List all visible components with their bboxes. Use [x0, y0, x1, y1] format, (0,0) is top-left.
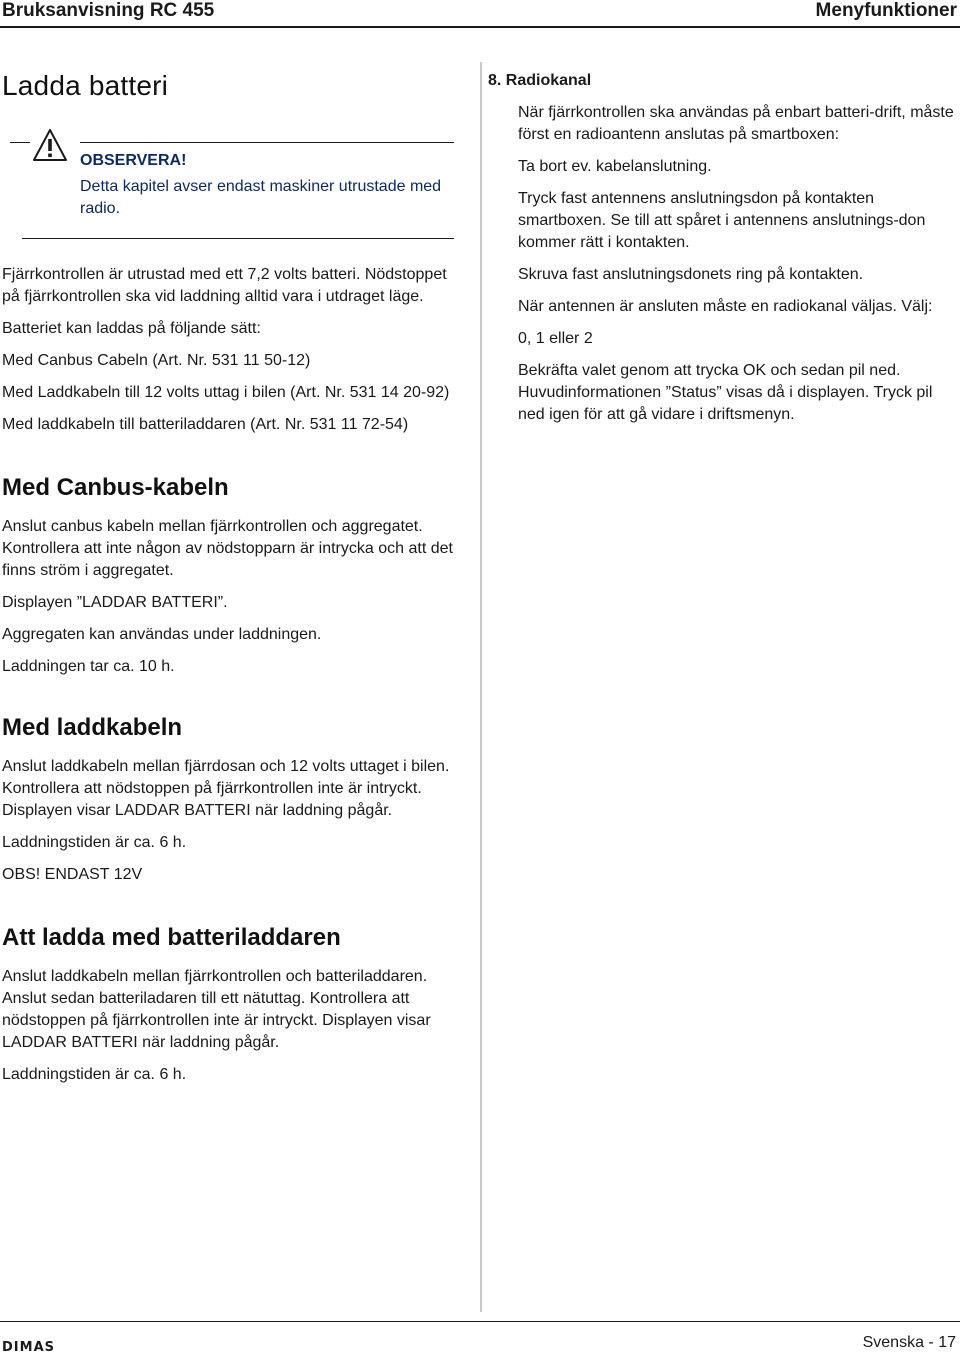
manual-title: Bruksanvisning RC 455	[2, 0, 215, 21]
page-header	[0, 0, 960, 24]
warning-note	[2, 128, 468, 264]
warning-triangle-icon	[32, 128, 68, 162]
intro-text: Fjärrkontrollen är utrustad med ett 7,2 volts batteri. Nödstoppet på fjärrkontrollen ska vid laddning alltid vara i utdraget läge.	[2, 266, 447, 305]
charger-text-2: Laddningstiden är ca. 6 h.	[2, 1066, 187, 1083]
canbus-text-4: Laddningen tar ca. 10 h.	[2, 658, 175, 675]
canbus-text-2: Displayen ”LADDAR BATTERI”.	[2, 594, 228, 611]
note-rule-bottom	[22, 238, 454, 239]
column-divider	[480, 62, 482, 1312]
laddkabel-text-1: Anslut laddkabeln mellan fjärrdosan och 12 volts uttaget i bilen. Kontrollera att nödstoppen på fjärrkontrollen inte är intryckt. Displayen visar LADDAR BATTERI när laddning pågår.	[2, 758, 450, 819]
charger-text-1: Anslut laddkabeln mellan fjärrkontrollen och batteriladdaren. Anslut sedan batteriladaren till ett nätuttag. Kontrollera att nödstoppen på fjärrkontrollen inte är intryckt. Displayen visar LADDAR BATTERI när laddning pågår.	[2, 968, 431, 1051]
page-heading: Ladda batteri	[2, 70, 169, 101]
note-text: Detta kapitel avser endast maskiner utrustade med radio.	[80, 178, 442, 217]
right-column	[488, 72, 954, 426]
radio-channel-heading: 8. Radiokanal	[488, 72, 592, 89]
note-rule-top	[80, 142, 454, 143]
page-number: Svenska - 17	[862, 1334, 956, 1351]
radio-text-2: Ta bort ev. kabelanslutning.	[518, 158, 712, 175]
option-car-cable: Med Laddkabeln till 12 volts uttag i bilen (Art. Nr. 531 14 20-92)	[2, 384, 450, 401]
radio-text-3: Tryck fast antennens anslutningsdon på kontakten smartboxen. Se till att spåret i antennens anslutnings-don kommer rätt i kontakten.	[518, 190, 926, 251]
option-charger-cable: Med laddkabeln till batteriladdaren (Art. Nr. 531 11 72-54)	[2, 416, 409, 433]
left-column	[2, 70, 468, 1086]
footer-divider	[0, 1321, 960, 1322]
section-charger-heading: Att ladda med batteriladdaren	[2, 924, 341, 951]
canbus-text-1: Anslut canbus kabeln mellan fjärrkontrollen och aggregatet. Kontrollera att inte någon av nödstopparn är intrycka och att det finns ström i aggregatet.	[2, 518, 453, 579]
canbus-text-3: Aggregaten kan användas under laddningen.	[2, 626, 322, 643]
laddkabel-text-3: OBS! ENDAST 12V	[2, 866, 143, 883]
radio-text-4: Skruva fast anslutningsdonets ring på kontakten.	[518, 266, 864, 283]
section-laddkabel-heading: Med laddkabeln	[2, 714, 183, 741]
charge-ways-text: Batteriet kan laddas på följande sätt:	[2, 320, 261, 337]
note-rule-left	[10, 142, 30, 143]
section-title: Menyfunktioner	[815, 0, 957, 21]
radio-channel-options: 0, 1 eller 2	[518, 330, 593, 347]
radio-text-1: När fjärrkontrollen ska användas på enbart batteri-drift, måste först en radioantenn anslutas på smartboxen:	[518, 104, 954, 143]
laddkabel-text-2: Laddningstiden är ca. 6 h.	[2, 834, 187, 851]
dimas-logo: DIMAS	[2, 1340, 55, 1355]
note-title: OBSERVERA!	[80, 152, 187, 169]
section-canbus-heading: Med Canbus-kabeln	[2, 474, 229, 501]
radio-text-5: När antennen är ansluten måste en radiokanal väljas. Välj:	[518, 298, 933, 315]
header-divider	[0, 26, 960, 28]
option-canbus: Med Canbus Cabeln (Art. Nr. 531 11 50-12)	[2, 352, 311, 369]
radio-text-7: Bekräfta valet genom att trycka OK och sedan pil ned. Huvudinformationen ”Status” visas då i displayen. Tryck pil ned igen för att gå vidare i driftsmenyn.	[518, 362, 933, 423]
